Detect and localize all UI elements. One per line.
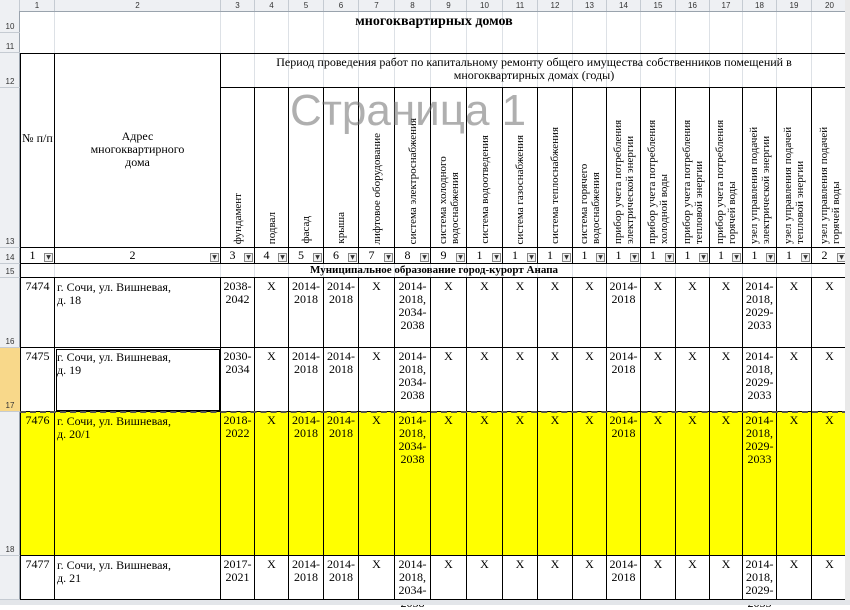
header-column [467,88,503,248]
header-column-label: крыша [335,212,347,244]
data-cell[interactable]: X [255,278,289,348]
data-cell[interactable]: 2014-2018 [607,348,641,412]
address-cell[interactable]: г. Сочи, ул. Вишневая, д. 21 [55,556,221,600]
column-header[interactable]: 13 [573,0,607,11]
data-cell[interactable]: X [710,556,743,600]
data-cell[interactable]: X [641,556,676,600]
filter-dropdown-icon[interactable]: ▼ [492,253,501,262]
filter-cell-label: 1 [476,248,483,262]
header-column-label: система электроснабжения [406,117,419,244]
column-header[interactable]: 4 [255,0,289,11]
data-cell[interactable]: X [676,556,710,600]
data-cell[interactable]: X [431,278,467,348]
filter-cell-label: 1 [718,248,724,262]
data-cell[interactable]: X [676,278,710,348]
filter-cell [676,248,710,264]
header-column-label: узел управления подачей электрической энергии [747,126,772,244]
header-column-label: прибор учета потребления горячей воды [714,119,738,244]
data-cell[interactable]: 2014-2018, 2034-2038 [395,412,431,556]
column-header[interactable]: 18 [743,0,777,11]
address-cell[interactable]: г. Сочи, ул. Вишневая, д. 18 [55,278,221,348]
column-header[interactable]: 1 [20,0,55,11]
filter-cell-label: 1 [615,248,622,262]
data-cell[interactable]: 2014-2018 [289,348,324,412]
page-watermark: Страница 1 [290,86,527,135]
column-header[interactable]: 5 [289,0,324,11]
filter-cell [289,248,324,264]
data-cell[interactable]: X [359,556,395,600]
data-cell[interactable]: X [503,348,538,412]
data-cell[interactable]: 2014-2018, 2029- [743,556,777,600]
data-cell[interactable]: X [710,278,743,348]
header-column [395,88,431,248]
column-header[interactable]: 17 [710,0,743,11]
data-cell[interactable]: 2038-2042 [221,278,255,348]
header-column [710,88,743,248]
filter-cell-label: 8 [404,248,411,262]
filter-dropdown-icon[interactable]: ▼ [278,253,287,262]
data-cell[interactable]: X [777,278,812,348]
filter-cell [431,248,467,264]
horizontal-scrollbar[interactable] [0,600,850,605]
filter-dropdown-icon[interactable]: ▼ [699,253,708,262]
header-column [255,88,289,248]
sheet-title: многоквартирных домов [355,14,513,29]
header-column-label: фундамент [231,192,244,244]
header-column [743,88,777,248]
data-cell[interactable]: X [467,278,503,348]
vertical-scrollbar[interactable] [845,0,850,605]
filter-cell [467,248,503,264]
data-cell[interactable]: 2014-2018, 2034-2038 [395,278,431,348]
data-cell[interactable]: 2014-2018 [324,348,359,412]
column-header[interactable]: 19 [777,0,812,11]
row-header[interactable] [0,556,20,600]
data-cell[interactable]: 2017-2021 [221,556,255,600]
filter-dropdown-icon[interactable]: ▼ [527,253,536,262]
data-cell[interactable]: X [467,348,503,412]
data-cell[interactable]: X [710,348,743,412]
data-cell[interactable]: X [641,412,676,556]
data-cell[interactable]: X [812,348,848,412]
data-cell[interactable]: X [359,278,395,348]
filter-dropdown-icon[interactable]: ▼ [837,253,846,262]
column-header[interactable]: 6 [324,0,359,11]
data-cell[interactable]: X [573,278,607,348]
data-cell[interactable]: 2014-2018, 2034- [395,556,431,600]
data-cell[interactable]: X [431,348,467,412]
header-period: Период проведения работ по капитальному ремонту общего имущества собственников помещений в многоквартирных домах (годы) [221,53,848,88]
column-header[interactable]: 10 [467,0,503,11]
row-number-cell[interactable]: 7476 [20,412,55,556]
data-cell[interactable]: 2014-2018 [607,278,641,348]
address-cell[interactable]: г. Сочи, ул. Вишневая, д. 19 [55,348,221,412]
header-column [289,88,324,248]
column-header[interactable]: 20 [812,0,848,11]
filter-cell-label: 1 [29,248,36,262]
data-cell[interactable]: X [538,278,573,348]
filter-dropdown-icon[interactable]: ▼ [210,253,219,262]
header-column [359,88,395,248]
data-cell[interactable]: X [573,412,607,556]
data-cell[interactable]: X [676,348,710,412]
column-header[interactable]: 2 [55,0,221,11]
data-cell[interactable]: X [503,556,538,600]
header-column [641,88,676,248]
column-header[interactable]: 12 [538,0,573,11]
data-cell[interactable]: 2014-2018, 2029-2033 [743,412,777,556]
row-number-cell[interactable]: 7475 [20,348,55,412]
data-cell[interactable]: 2014-2018 [289,278,324,348]
data-cell[interactable]: 2014-2018, 2034-2038 [395,348,431,412]
filter-dropdown-icon[interactable]: ▼ [630,253,639,262]
header-column [812,88,848,248]
data-cell[interactable]: X [573,556,607,600]
header-column [324,88,359,248]
data-cell[interactable]: X [431,412,467,556]
filter-dropdown-icon[interactable]: ▼ [665,253,674,262]
header-column-label: узел управления подачей тепловой энергии [782,126,806,244]
header-column-label: система холодного водоснабжения [436,156,461,244]
data-cell[interactable]: 2014-2018 [324,278,359,348]
filter-cell [538,248,573,264]
column-header[interactable]: 7 [359,0,395,11]
filter-cell [641,248,676,264]
data-cell[interactable]: X [467,556,503,600]
row-header[interactable]: 13 [0,88,20,248]
data-cell[interactable]: X [538,348,573,412]
filter-cell-label: 1 [751,248,758,262]
row-header[interactable]: 10 [0,11,20,33]
column-header[interactable]: 8 [395,0,431,11]
row-header[interactable]: 18 [0,412,20,556]
row-header[interactable]: 12 [0,53,20,88]
data-cell[interactable]: 2014-2018, 2029-2033 [743,278,777,348]
data-cell[interactable]: X [503,412,538,556]
data-cell[interactable]: X [710,412,743,556]
header-column-label: прибор учета потребления электрической энергии [611,119,636,244]
column-header[interactable]: 11 [503,0,538,11]
data-cell[interactable]: 2014-2018 [607,412,641,556]
filter-cell [573,248,607,264]
data-cell[interactable]: X [676,412,710,556]
row-number-cell[interactable]: 7474 [20,278,55,348]
row-header[interactable]: 16 [0,278,20,348]
header-column-label: система горячего водоснабжения [577,163,602,244]
filter-dropdown-icon[interactable]: ▼ [766,253,775,262]
header-address: Адрес многоквартирного дома [55,53,221,248]
data-cell[interactable]: X [641,278,676,348]
row-header-bar [0,11,20,600]
filter-cell-label: 2 [821,248,828,262]
row-header[interactable]: 14 [0,248,20,264]
data-cell[interactable]: X [641,348,676,412]
data-cell[interactable]: X [503,278,538,348]
filter-cell-label: 4 [263,248,270,262]
filter-cell [20,248,55,264]
filter-cell [607,248,641,264]
filter-cell-label: 1 [786,248,792,262]
header-column [573,88,607,248]
address-cell[interactable]: г. Сочи, ул. Вишневая, д. 20/1 [55,412,221,556]
filter-cell [359,248,395,264]
filter-dropdown-icon[interactable]: ▼ [456,253,465,262]
filter-dropdown-icon[interactable]: ▼ [732,253,741,262]
filter-dropdown-icon[interactable]: ▼ [44,253,53,262]
filter-cell-label: 1 [512,248,518,262]
data-cell[interactable]: 2014-2018 [607,556,641,600]
data-cell[interactable]: X [255,556,289,600]
data-cell[interactable]: X [255,412,289,556]
filter-dropdown-icon[interactable]: ▼ [596,253,605,262]
filter-cell-label: 1 [581,248,588,262]
data-cell[interactable]: 2014-2018 [324,556,359,600]
header-column-label: система водоотведения [478,135,491,244]
data-cell[interactable]: 2018-2022 [221,412,255,556]
data-cell[interactable]: X [812,556,848,600]
data-cell[interactable]: X [777,412,812,556]
header-column [777,88,812,248]
header-column [503,88,538,248]
filter-dropdown-icon[interactable]: ▼ [801,253,810,262]
data-cell[interactable]: 2014-2018, 2029-2033 [743,348,777,412]
filter-cell [812,248,848,264]
filter-dropdown-icon[interactable]: ▼ [313,253,322,262]
data-cell[interactable]: X [359,412,395,556]
filter-dropdown-icon[interactable]: ▼ [244,253,253,262]
row-header[interactable]: 15 [0,264,20,278]
header-column [607,88,641,248]
filter-cell-label: 1 [684,248,691,262]
data-cell[interactable]: X [777,556,812,600]
row-header[interactable]: 11 [0,33,20,53]
header-column-label: система газоснабжения [514,134,526,244]
data-cell[interactable]: X [467,412,503,556]
filter-cell-label: 5 [298,248,304,262]
data-cell[interactable]: X [812,278,848,348]
row-number-cell[interactable]: 7477 [20,556,55,600]
data-cell[interactable]: X [812,412,848,556]
filter-cell-label: 7 [368,248,375,262]
column-header[interactable]: 14 [607,0,641,11]
header-column-label: система теплоснабжения [549,127,561,244]
filter-cell-label: 2 [129,248,136,262]
header-column [431,88,467,248]
header-num: № п/п [20,53,55,248]
data-cell[interactable]: 2014-2018 [324,412,359,556]
header-column [221,88,255,248]
data-cell[interactable]: X [431,556,467,600]
page-break-line [20,411,848,413]
filter-cell [55,248,221,264]
municipality-row: Муниципальное образование город-курорт Анапа [20,264,848,278]
data-cell[interactable]: X [777,348,812,412]
column-header[interactable]: 9 [431,0,467,11]
filter-cell-label: 1 [547,248,553,262]
header-column-label: прибор учета потребления холодной воды [646,119,670,244]
filter-dropdown-icon[interactable]: ▼ [348,253,357,262]
data-cell[interactable]: 2014-2018 [289,556,324,600]
data-cell[interactable]: X [538,412,573,556]
filter-dropdown-icon[interactable]: ▼ [562,253,571,262]
filter-cell-label: 1 [650,248,656,262]
data-cell[interactable]: 2030-2034 [221,348,255,412]
data-cell[interactable]: X [255,348,289,412]
filter-dropdown-icon[interactable]: ▼ [384,253,393,262]
column-header[interactable]: 16 [676,0,710,11]
filter-cell [743,248,777,264]
filter-cell [777,248,812,264]
data-cell[interactable]: X [538,556,573,600]
filter-cell-label: 3 [229,248,236,262]
data-cell[interactable]: 2014-2018 [289,412,324,556]
header-column [538,88,573,248]
row-header[interactable]: 17 [0,348,20,412]
header-column-label: узел управления подачей горячей воды [817,126,842,244]
header-column-label: подвал [265,211,278,244]
data-cell[interactable]: X [359,348,395,412]
filter-dropdown-icon[interactable]: ▼ [420,253,429,262]
filter-cell [324,248,359,264]
filter-cell [503,248,538,264]
filter-cell [221,248,255,264]
data-cell[interactable]: X [573,348,607,412]
filter-cell [710,248,743,264]
column-header[interactable]: 15 [641,0,676,11]
select-all-corner[interactable] [0,0,20,11]
filter-cell-label: 6 [333,248,339,262]
filter-cell [395,248,431,264]
header-column-label: прибор учета потребления тепловой энергии [680,119,705,244]
header-column-label: фасад [300,216,312,244]
header-column [676,88,710,248]
header-column-label: лифтовое оборудование [370,132,383,244]
filter-cell-label: 9 [440,248,447,262]
column-header[interactable]: 3 [221,0,255,11]
filter-cell [255,248,289,264]
